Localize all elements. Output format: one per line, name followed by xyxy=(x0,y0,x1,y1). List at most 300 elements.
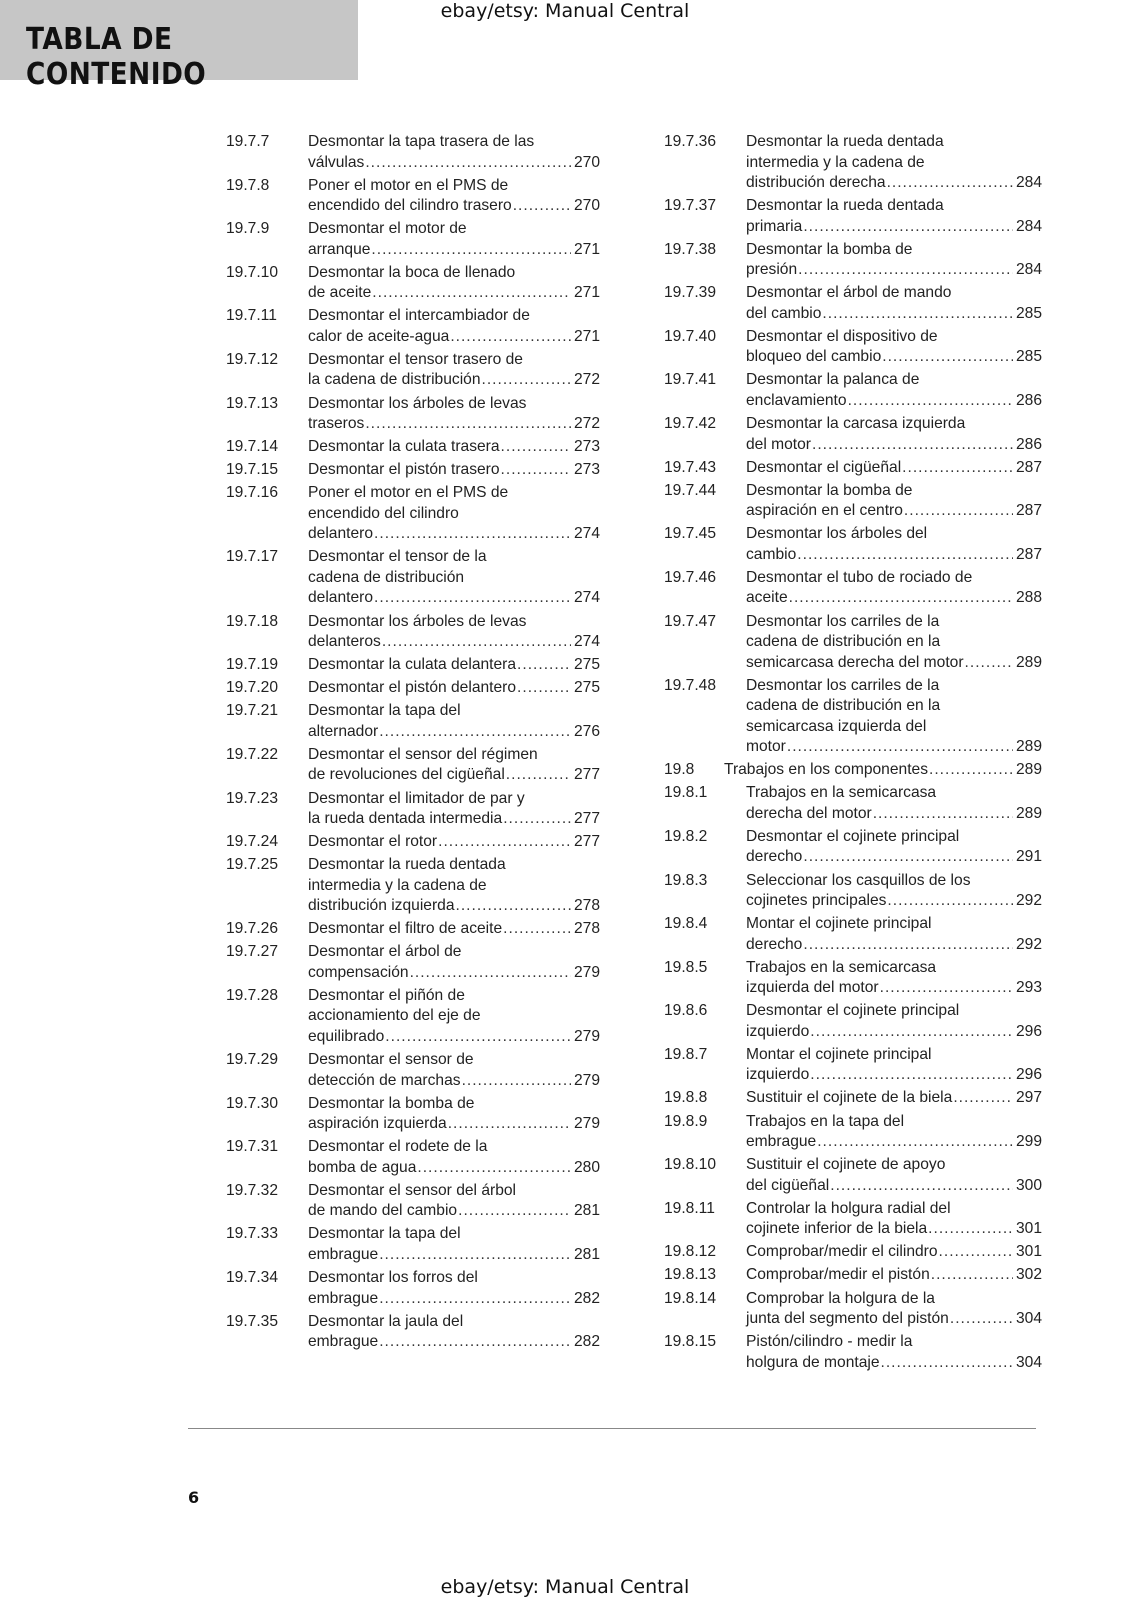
toc-entry-title-lastline xyxy=(746,435,1042,456)
toc-entry-page: 291 xyxy=(1015,848,1042,866)
toc-entry-title-line: válvulas xyxy=(308,153,365,171)
toc-entry-title-line: detección de marchas xyxy=(308,1071,461,1089)
dot-leader xyxy=(887,891,1013,912)
dot-leader xyxy=(503,919,571,940)
toc-entry-title-line: encendido del cilindro trasero xyxy=(308,197,512,215)
dot-leader xyxy=(902,458,1013,479)
toc-entry-title-line: Pistón/cilindro - medir la xyxy=(746,1333,913,1351)
toc-entry-number: 19.8.5 xyxy=(664,958,708,976)
toc-entry-number: 19.8.11 xyxy=(664,1199,715,1217)
toc-entry[interactable] xyxy=(664,827,1042,868)
toc-entry-title xyxy=(746,958,1042,999)
dot-leader xyxy=(374,524,571,545)
toc-entry-title-line: derecho xyxy=(746,848,803,866)
toc-entry[interactable] xyxy=(226,612,600,653)
toc-entry-page: 277 xyxy=(573,766,600,784)
toc-entry-title-line: Desmontar la tapa del xyxy=(308,702,461,720)
toc-entry-title-line: Desmontar los carriles de la xyxy=(746,676,940,694)
toc-entry-page: 299 xyxy=(1015,1133,1042,1151)
toc-entry[interactable] xyxy=(226,306,600,347)
toc-entry-page: 289 xyxy=(1015,804,1042,822)
dot-leader xyxy=(817,1132,1013,1153)
toc-entry-title-line: motor xyxy=(746,738,786,756)
toc-entry[interactable] xyxy=(664,1199,1042,1240)
toc-entry-title-line: presión xyxy=(746,261,798,279)
toc-entry-title-line: la rueda dentada intermedia xyxy=(308,810,503,827)
toc-entry[interactable] xyxy=(226,678,600,699)
toc-entry-number: 19.7.25 xyxy=(226,856,279,874)
toc-entry-title-lastline xyxy=(308,414,600,435)
toc-entry-page: 302 xyxy=(1015,1266,1042,1284)
toc-entry[interactable] xyxy=(226,832,600,853)
toc-entry-title-lastline xyxy=(308,327,600,348)
toc-entry-title xyxy=(308,701,600,742)
toc-entry[interactable] xyxy=(226,789,600,830)
toc-entry[interactable] xyxy=(226,919,600,940)
toc-entry-title-line: Poner el motor en el PMS de xyxy=(308,484,509,502)
toc-entry-number: 19.8.13 xyxy=(664,1266,717,1284)
toc-entry[interactable] xyxy=(664,414,1042,455)
toc-entry-page: 284 xyxy=(1015,261,1042,279)
toc-entry[interactable] xyxy=(226,655,600,676)
toc-entry[interactable] xyxy=(226,394,600,435)
dot-leader xyxy=(931,1265,1013,1286)
toc-entry-page: 276 xyxy=(573,722,600,740)
dot-leader xyxy=(371,240,571,261)
toc-entry-page: 270 xyxy=(573,153,600,171)
toc-entry-page: 271 xyxy=(573,327,600,345)
toc-entry-page: 296 xyxy=(1015,1022,1042,1040)
toc-entry-title-lastline xyxy=(308,809,600,830)
toc-entry-title-lastline xyxy=(308,765,600,786)
toc-entry-number: 19.7.45 xyxy=(664,525,717,543)
toc-entry-title-line: del cigüeñal xyxy=(746,1176,830,1194)
toc-entry-title xyxy=(746,914,1042,955)
toc-entry-title xyxy=(308,1181,600,1222)
toc-entry-title-line: Desmontar el piñón de xyxy=(308,986,465,1004)
toc-entry-title-line: distribución derecha xyxy=(746,174,886,191)
toc-entry-number: 19.7.44 xyxy=(664,481,717,499)
toc-entry-title-line: semicarcasa derecha del motor xyxy=(746,653,964,671)
toc-entry-title-line: del motor xyxy=(746,435,812,453)
toc-entry[interactable] xyxy=(226,437,600,458)
toc-entry-title-lastline xyxy=(746,737,1042,758)
toc-entry-number: 19.7.18 xyxy=(226,612,279,630)
toc-entry-number: 19.7.30 xyxy=(226,1094,279,1112)
dot-leader xyxy=(513,196,571,217)
toc-entry[interactable] xyxy=(664,458,1042,479)
toc-entry-title-line: equilibrado xyxy=(308,1027,385,1045)
toc-entry-title-line: calor de aceite-agua xyxy=(308,327,450,345)
toc-entry-number: 19.7.19 xyxy=(226,656,279,674)
dot-leader xyxy=(517,655,571,676)
toc-entry-title-line: Desmontar el árbol de mando xyxy=(746,284,952,302)
toc-entry-page: 301 xyxy=(1015,1243,1042,1261)
toc-entry-number: 19.7.29 xyxy=(226,1051,279,1069)
toc-column-right xyxy=(664,132,1042,1376)
toc-entry-number: 19.7.9 xyxy=(226,220,270,238)
toc-entry-title-line: Desmontar la rueda dentada xyxy=(746,197,944,215)
toc-entry-title-line: derecho xyxy=(746,935,803,953)
toc-entry-title-lastline xyxy=(746,1265,1042,1286)
toc-entry-title-lastline xyxy=(308,896,600,917)
toc-entry-title-line: enclavamiento xyxy=(746,391,847,409)
toc-entry-number: 19.8.4 xyxy=(664,915,708,933)
toc-entry-title-line: Desmontar la culata trasera xyxy=(308,438,500,456)
toc-entry-title xyxy=(746,1289,1042,1330)
dot-leader xyxy=(438,832,571,853)
toc-entry-title-lastline xyxy=(308,1332,600,1353)
toc-entry-title-line: encendido del cilindro xyxy=(308,504,459,522)
toc-entry-title-line: Trabajos en la semicarcasa xyxy=(746,784,937,802)
toc-entry-page: 289 xyxy=(1015,653,1042,671)
toc-entry[interactable] xyxy=(226,263,600,304)
toc-entry-title-line: Desmontar la rueda dentada xyxy=(308,856,506,874)
toc-entry-title xyxy=(746,1242,1042,1263)
toc-entry-title-lastline xyxy=(746,304,1042,325)
toc-entry-title xyxy=(746,871,1042,912)
toc-entry[interactable] xyxy=(664,132,1042,194)
dot-leader xyxy=(456,896,571,917)
toc-entry-title-line: embrague xyxy=(746,1133,817,1151)
toc-entry[interactable] xyxy=(226,176,600,217)
toc-entry[interactable] xyxy=(664,612,1042,674)
toc-entry[interactable] xyxy=(226,1050,600,1091)
toc-entry-title-line: Desmontar la culata delantera xyxy=(308,656,517,674)
toc-entry[interactable] xyxy=(664,783,1042,824)
toc-entry-title-line: Controlar la holgura radial del xyxy=(746,1199,951,1217)
toc-entry-title-line: arranque xyxy=(308,240,371,258)
dot-leader xyxy=(812,435,1013,456)
dot-leader xyxy=(882,347,1013,368)
toc-entry-title-line: junta del segmento del pistón xyxy=(746,1310,949,1328)
toc-entry-page: 277 xyxy=(573,833,600,851)
toc-entry[interactable] xyxy=(226,547,600,609)
toc-entry-number: 19.7.28 xyxy=(226,986,279,1004)
toc-entry-page: 271 xyxy=(573,284,600,302)
toc-entry-title xyxy=(308,219,600,260)
toc-entry-page: 286 xyxy=(1015,391,1042,409)
toc-entry-title-line: Desmontar los árboles del xyxy=(746,525,928,543)
toc-entry[interactable] xyxy=(226,1224,600,1265)
dot-leader xyxy=(830,1176,1013,1197)
toc-entry-title-line: Desmontar el árbol de xyxy=(308,943,462,961)
toc-entry[interactable] xyxy=(664,871,1042,912)
toc-entry-number: 19.7.16 xyxy=(226,484,279,502)
toc-entry[interactable] xyxy=(664,1045,1042,1086)
toc-entry-title-line: Desmontar el pistón delantero xyxy=(308,679,517,697)
toc-entry-title-line: Trabajos en la tapa del xyxy=(746,1112,905,1130)
dot-leader xyxy=(379,722,571,743)
toc-entry[interactable] xyxy=(664,1088,1042,1109)
toc-entry-title-line: Desmontar los árboles de levas xyxy=(308,394,527,412)
toc-entry-title-line: Desmontar la tapa del xyxy=(308,1225,461,1243)
toc-entry-title-lastline xyxy=(308,437,600,458)
toc-entry-title-line: aceite xyxy=(746,589,788,607)
toc-entry-title-line: accionamiento del eje de xyxy=(308,1007,481,1025)
toc-entry[interactable] xyxy=(664,1112,1042,1153)
toc-entry-title-line: Desmontar la jaula del xyxy=(308,1312,464,1330)
toc-entry[interactable] xyxy=(226,132,600,173)
toc-entry[interactable] xyxy=(226,1268,600,1309)
toc-entry-title-line: aspiración izquierda xyxy=(308,1115,447,1133)
toc-entry-title xyxy=(746,1332,1042,1373)
toc-entry-number: 19.7.22 xyxy=(226,745,279,763)
toc-entry-page: 304 xyxy=(1015,1353,1042,1371)
toc-entry-page: 282 xyxy=(573,1333,600,1351)
dot-leader xyxy=(503,809,571,830)
toc-entry-page: 281 xyxy=(573,1202,600,1220)
dot-leader xyxy=(803,217,1013,238)
toc-entry-title-lastline xyxy=(746,804,1042,825)
toc-entry[interactable] xyxy=(664,676,1042,758)
toc-entry-title-line: distribución izquierda xyxy=(308,897,455,915)
toc-entry-number: 19.7.12 xyxy=(226,350,279,368)
toc-entry-page: 279 xyxy=(573,963,600,981)
toc-entry[interactable] xyxy=(226,1094,600,1135)
toc-entry-title xyxy=(746,1112,1042,1153)
toc-entry-title xyxy=(746,283,1042,324)
toc-entry-title-lastline xyxy=(746,458,1042,479)
dot-leader xyxy=(482,370,571,391)
toc-entry-page: 273 xyxy=(573,438,600,456)
toc-entry-title-lastline xyxy=(308,1289,600,1310)
toc-entry-number: 19.7.47 xyxy=(664,612,717,630)
toc-entry-title-line: Desmontar el sensor del árbol xyxy=(308,1181,517,1199)
toc-entry[interactable] xyxy=(664,327,1042,368)
toc-entry[interactable] xyxy=(226,855,600,917)
toc-entry-title-line: primaria xyxy=(746,217,803,235)
toc-entry-title xyxy=(724,760,1042,781)
toc-entry-title-line: Montar el cojinete principal xyxy=(746,915,932,933)
toc-entry[interactable] xyxy=(226,1137,600,1178)
toc-entry-page: 275 xyxy=(573,656,600,674)
toc-entry-number: 19.7.23 xyxy=(226,789,279,807)
toc-entry-title xyxy=(746,1199,1042,1240)
toc-entry-number: 19.7.13 xyxy=(226,394,279,412)
toc-entry-number: 19.7.17 xyxy=(226,548,279,566)
toc-entry-title-lastline xyxy=(746,1176,1042,1197)
toc-entry-title xyxy=(746,481,1042,522)
toc-entry[interactable] xyxy=(664,1242,1042,1263)
toc-entry-title-line: alternador xyxy=(308,722,379,740)
toc-entry[interactable] xyxy=(664,481,1042,522)
toc-entry-title xyxy=(746,676,1042,758)
toc-entry[interactable] xyxy=(664,1155,1042,1196)
toc-entry-page: 304 xyxy=(1015,1310,1042,1328)
toc-entry-title-line: Desmontar el intercambiador de xyxy=(308,307,530,325)
toc-entry-title-line: Desmontar el cojinete principal xyxy=(746,827,960,845)
toc-entry-page: 287 xyxy=(1015,545,1042,563)
toc-entry-title-line: la cadena de distribución xyxy=(308,371,481,389)
toc-entry-title-lastline xyxy=(308,153,600,174)
toc-entry[interactable] xyxy=(664,1265,1042,1286)
toc-entry-title-line: Comprobar/medir el pistón xyxy=(746,1266,930,1284)
toc-entry[interactable] xyxy=(664,370,1042,411)
dot-leader xyxy=(939,1242,1013,1263)
toc-entry-title-line: izquierdo xyxy=(746,1066,810,1084)
toc-entry-page: 279 xyxy=(573,1115,600,1133)
toc-entry-title-lastline xyxy=(746,653,1042,674)
toc-entry-title xyxy=(746,783,1042,824)
toc-entry-title xyxy=(308,176,600,217)
toc-entry[interactable] xyxy=(226,701,600,742)
toc-entry-title-lastline xyxy=(746,1353,1042,1374)
toc-entry-title-lastline xyxy=(746,260,1042,281)
dot-leader xyxy=(379,1245,571,1266)
toc-entry-number: 19.8.14 xyxy=(664,1289,717,1307)
toc-entry-number: 19.8.1 xyxy=(664,784,708,802)
toc-entry-title-line: Desmontar la palanca de xyxy=(746,371,920,389)
toc-entry-page: 287 xyxy=(1015,458,1042,476)
dot-leader xyxy=(904,501,1013,522)
toc-entry-page: 275 xyxy=(573,679,600,697)
dot-leader xyxy=(410,963,571,984)
toc-entry[interactable] xyxy=(226,460,600,481)
toc-entry-title-line: Trabajos en los componentes xyxy=(724,761,928,779)
toc-entry-title xyxy=(308,350,600,391)
dot-leader xyxy=(385,1027,571,1048)
dot-leader xyxy=(448,1114,571,1135)
dot-leader xyxy=(822,304,1013,325)
dot-leader xyxy=(929,760,1013,781)
toc-entry-title xyxy=(308,832,600,853)
toc-entry-title-line: Desmontar el tensor trasero de xyxy=(308,350,523,368)
toc-entry-title xyxy=(746,370,1042,411)
toc-entry-page: 271 xyxy=(573,240,600,258)
toc-entry-title-line: Desmontar la rueda dentada xyxy=(746,133,944,150)
toc-entry-page: 292 xyxy=(1015,935,1042,953)
dot-leader xyxy=(928,1219,1013,1240)
toc-entry-title-line: traseros xyxy=(308,415,365,433)
toc-entry-title-line: Comprobar la holgura de la xyxy=(746,1289,935,1307)
toc-entry[interactable] xyxy=(664,1332,1042,1373)
toc-entry[interactable] xyxy=(226,1312,600,1353)
toc-entry-number: 19.7.40 xyxy=(664,327,717,345)
toc-entry-title-line: bomba de agua xyxy=(308,1158,417,1176)
toc-entry-title xyxy=(308,789,600,830)
toc-entry-title-line: cojinete inferior de la biela xyxy=(746,1220,928,1238)
toc-entry-title xyxy=(308,437,600,458)
toc-entry-title xyxy=(746,240,1042,281)
dot-leader xyxy=(787,737,1013,758)
toc-entry-title-line: de revoluciones del cigüeñal xyxy=(308,766,505,784)
toc-entry-page: 279 xyxy=(573,1071,600,1089)
toc-entry[interactable] xyxy=(226,350,600,391)
dot-leader xyxy=(462,1071,571,1092)
toc-entry-title-line: cadena de distribución en la xyxy=(746,697,941,715)
toc-entry-title-line: delanteros xyxy=(308,633,381,651)
toc-entry-title-lastline xyxy=(746,1309,1042,1330)
toc-entry-title-lastline xyxy=(308,196,600,217)
toc-entry-title-line: cojinetes principales xyxy=(746,892,887,909)
toc-entry-title-line: delantero xyxy=(308,525,374,543)
toc-entry-title-line: Desmontar los carriles de la xyxy=(746,612,940,630)
toc-entry[interactable] xyxy=(664,524,1042,565)
toc-entry-page: 296 xyxy=(1015,1066,1042,1084)
toc-entry[interactable] xyxy=(664,283,1042,324)
toc-entry-title-lastline xyxy=(724,760,1042,781)
toc-entry-title-line: embrague xyxy=(308,1289,379,1307)
toc-entry[interactable] xyxy=(226,1181,600,1222)
dot-leader xyxy=(848,391,1013,412)
toc-entry-number: 19.8.10 xyxy=(664,1156,717,1174)
toc-entry-title-lastline xyxy=(746,173,1042,194)
toc-entry-title-lastline xyxy=(746,347,1042,368)
toc-entry-page: 277 xyxy=(573,810,600,827)
dot-leader xyxy=(810,1065,1013,1086)
toc-entry-title-lastline xyxy=(308,963,600,984)
toc-entry[interactable] xyxy=(226,483,600,545)
toc-entry-number: 19.8.12 xyxy=(664,1243,717,1261)
toc-entry-title-line: Desmontar el tubo de rociado de xyxy=(746,568,973,586)
toc-entry-title-line: Desmontar la bomba de xyxy=(746,240,913,258)
dot-leader xyxy=(379,1332,571,1353)
toc-entry-title-lastline xyxy=(308,1158,600,1179)
toc-entry-title-lastline xyxy=(308,655,600,676)
toc-entry[interactable] xyxy=(664,196,1042,237)
toc-entry-page: 286 xyxy=(1015,435,1042,453)
toc-entry-title-lastline xyxy=(308,678,600,699)
toc-entry-page: 285 xyxy=(1015,304,1042,322)
toc-entry-number: 19.8.6 xyxy=(664,1002,708,1020)
toc-entry-title xyxy=(308,942,600,983)
toc-entry-number: 19.7.7 xyxy=(226,133,270,150)
toc-entry-title xyxy=(746,196,1042,237)
toc-entry[interactable] xyxy=(226,219,600,260)
toc-entry-number: 19.7.11 xyxy=(226,307,277,325)
toc-entry[interactable] xyxy=(664,240,1042,281)
toc-entry[interactable] xyxy=(226,986,600,1048)
toc-entry-number: 19.8.2 xyxy=(664,827,708,845)
toc-entry-title-line: de aceite xyxy=(308,284,372,302)
toc-entry[interactable] xyxy=(664,958,1042,999)
toc-entry-title xyxy=(746,414,1042,455)
toc-entry-page: 285 xyxy=(1015,348,1042,366)
toc-entry-title-line: Desmontar la bomba de xyxy=(746,481,913,499)
toc-entry-number: 19.7.36 xyxy=(664,133,717,150)
toc-entry-title-line: cadena de distribución en la xyxy=(746,633,941,651)
toc-entry-number: 19.7.20 xyxy=(226,679,279,697)
toc-entry[interactable] xyxy=(664,914,1042,955)
toc-entry[interactable] xyxy=(664,1289,1042,1330)
toc-entry-page: 280 xyxy=(573,1158,600,1176)
toc-entry[interactable] xyxy=(226,942,600,983)
toc-entry-number: 19.7.43 xyxy=(664,458,717,476)
toc-entry-title-line: Desmontar el cojinete principal xyxy=(746,1002,960,1020)
toc-column-left xyxy=(226,132,600,1355)
toc-entry-title xyxy=(308,460,600,481)
toc-entry[interactable] xyxy=(226,745,600,786)
toc-entry-title xyxy=(746,827,1042,868)
toc-entry[interactable] xyxy=(664,568,1042,609)
toc-entry-title xyxy=(308,986,600,1048)
toc-entry-title xyxy=(308,1268,600,1309)
toc-entry-title-line: Desmontar los forros del xyxy=(308,1269,478,1287)
toc-entry-page: 292 xyxy=(1015,892,1042,909)
toc-entry-title-line: bloqueo del cambio xyxy=(746,348,882,366)
toc-entry-title-lastline xyxy=(746,217,1042,238)
toc-entry-title-lastline xyxy=(308,524,600,545)
toc-entry-title-line: Desmontar el sensor del régimen xyxy=(308,745,538,763)
toc-entry[interactable] xyxy=(664,760,1042,781)
toc-entry-title xyxy=(746,1265,1042,1286)
dot-leader xyxy=(365,414,571,435)
toc-entry[interactable] xyxy=(664,1001,1042,1042)
toc-entry-number: 19.7.38 xyxy=(664,240,717,258)
toc-entry-title-lastline xyxy=(308,1071,600,1092)
toc-entry-title-lastline xyxy=(746,1022,1042,1043)
